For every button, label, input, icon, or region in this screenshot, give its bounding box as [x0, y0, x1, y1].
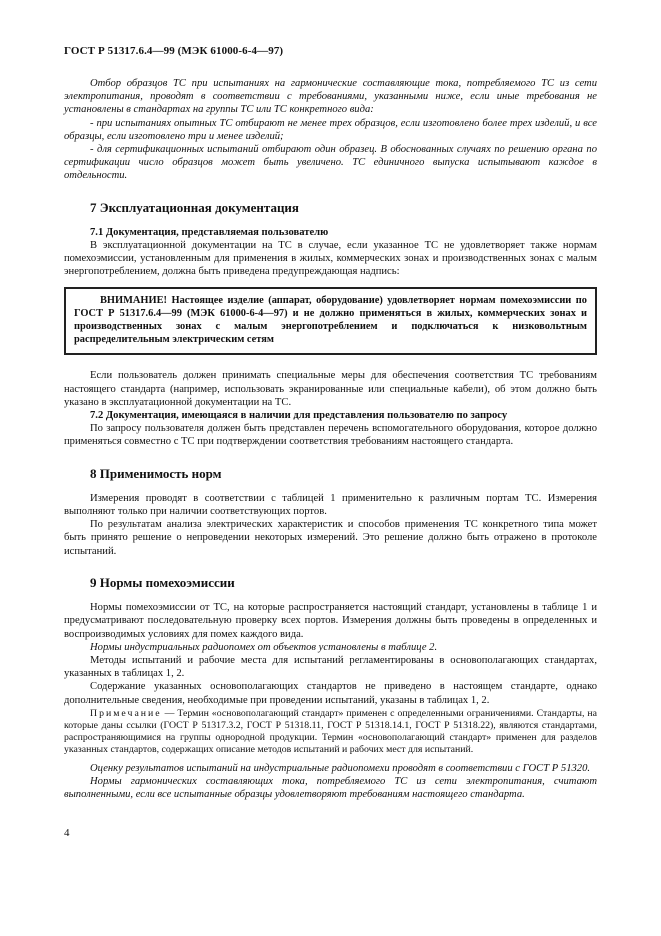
- section-9-paragraph: Нормы помехоэмиссии от ТС, на которые распространяется настоящий стандарт, установлены в таблице 1 и предусматривают последовательную проверку всех портов. Измерения должны быть проведены в определенных и воспроизводимых условиях для помех каждого вида.: [64, 602, 597, 640]
- note: [64, 708, 597, 756]
- note-text: — Термин «основополагающий стандарт» применен с определенными ограничениями. Стандарты, на которые даны ссылки (ГОСТ Р 51317.3.2, ГОСТ Р 51318.11, ГОСТ Р 51318.14.1, ГОСТ Р 51318.22), являются стандартами, распространяющимися на группы однородной продукции. Термин «основополагающий стандарт» применен для разделов указанных стандартов, содержащих описание методов испытаний и рабочих мест для испытаний.: [64, 707, 597, 755]
- page-content: [64, 77, 597, 801]
- note-label: Примечание: [90, 707, 162, 719]
- intro-paragraph: Отбор образцов ТС при испытаниях на гармонические составляющие тока, потребляемого ТС из сети электропитания, проводят в соответствии с требованиями, указанными ниже, если иные требования не установлены в стандартах на группы ТС или ТС конкретного вида:: [64, 78, 597, 116]
- subsection-7-2-title: 7.2 Документация, имеющаяся в наличии для представления пользователю по запросу: [90, 410, 508, 422]
- section-9-paragraph: Оценку результатов испытаний на индустриальные радиопомехи проводят в соответствии с ГОСТ Р 51320.: [90, 762, 591, 774]
- section-8-title: 8 Применимость норм: [90, 465, 222, 481]
- subsection-7-1-title: 7.1 Документация, представляемая пользователю: [90, 226, 329, 238]
- intro-list-item: - для сертификационных испытаний отбирают один образец. В обоснованных случаях по решению органа по сертификации число образцов может быть увеличено. ТС единичного выпуска испытывают каждое в отдельности.: [64, 144, 597, 182]
- section-9-paragraph: Нормы гармонических составляющих тока, потребляемого ТС из сети электропитания, считают выполненными, если все испытанные образцы удовлетворяют требованиям настоящего стандарта.: [64, 775, 597, 801]
- section-7-paragraph: По запросу пользователя должен быть представлен перечень вспомогательного оборудования, которое должно применяться совместно с ТС при подтверждении соответствия требованиям настоящего стандарта.: [64, 423, 597, 448]
- section-7-title: 7 Эксплуатационная документация: [90, 199, 299, 215]
- section-9-title: 9 Нормы помехоэмиссии: [90, 574, 235, 590]
- section-7-paragraph: Если пользователь должен принимать специальные меры для обеспечения соответствия ТС требованиям настоящего стандарта (например, использовать экранированные или специальные кабели), об этом должно быть указано в эксплуатационной документации на ТС.: [64, 370, 597, 408]
- page-number: 4: [64, 827, 70, 839]
- section-8-paragraph: Измерения проводят в соответствии с таблицей 1 применительно к различным портам ТС. Измерения выполняют только при наличии соответствующих портов.: [64, 492, 597, 518]
- warning-box: ВНИМАНИЕ! Настоящее изделие (аппарат, оборудование) удовлетворяет нормам помехоэмиссии по ГОСТ Р 51317.6.4—99 (МЭК 61000-6-4—97) и не должно применяться в жилых, коммерческих зонах и производственных зонах с малым энергопотреблением и подключаться к низковольтным распределительным электрическим сетям: [64, 287, 597, 356]
- section-7-paragraph: В эксплуатационной документации на ТС в случае, если указанное ТС не удовлетворяет также нормам помехоэмиссии, установленным для применения в жилых, коммерческих зонах и производственных зонах с малым энергопотреблением, должна быть приведена предупреждающая надпись:: [64, 240, 597, 278]
- section-9-paragraph: Методы испытаний и рабочие места для испытаний регламентированы в основополагающих стандартах, указанных в таблицах 1, 2.: [64, 654, 597, 680]
- section-9-paragraph: Содержание указанных основополагающих стандартов не приведено в настоящем стандарте, однако дополнительные сведения, необходимые при проведении испытаний, указаны в таблицах 1, 2.: [64, 681, 597, 706]
- page-header: ГОСТ Р 51317.6.4—99 (МЭК 61000-6-4—97): [64, 45, 284, 57]
- section-8-paragraph: По результатам анализа электрических характеристик и способов применения ТС конкретного типа может быть принято решение о непроведении некоторых измерений. Это решение должно быть отражено в протоколе испытаний.: [64, 519, 597, 557]
- intro-list-item: - при испытаниях опытных ТС отбирают не менее трех образцов, если изготовлено более трех изделий, и все образцы, если изготовлено три и менее изделий;: [64, 117, 597, 142]
- section-9-paragraph: Нормы индустриальных радиопомех от объектов установлены в таблице 2.: [90, 641, 438, 653]
